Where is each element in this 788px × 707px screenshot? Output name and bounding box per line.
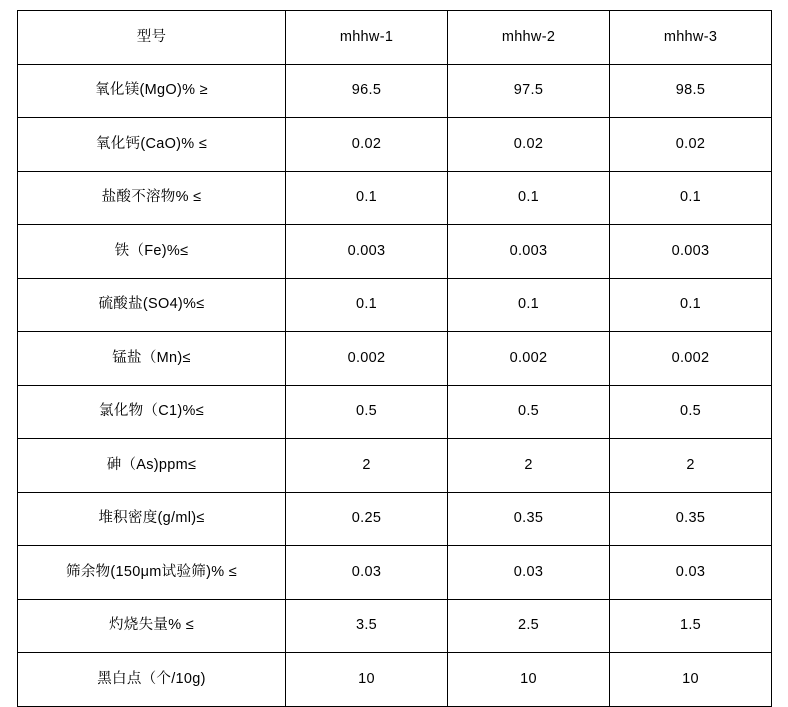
table-row [18,332,772,386]
value-cell: 0.5 [610,385,772,439]
value-cell: 10 [286,653,448,707]
value-cell: 97.5 [448,64,610,118]
value-cell: 0.02 [448,118,610,172]
parameter-cell: 盐酸不溶物% ≤ [18,171,286,225]
parameter-cell: 锰盐（Mn)≤ [18,332,286,386]
header-cell-parameter: 型号 [18,11,286,65]
parameter-cell: 砷（As)ppm≤ [18,439,286,493]
parameter-cell: 氧化钙(CaO)% ≤ [18,118,286,172]
table-row [18,599,772,653]
value-cell: 98.5 [610,64,772,118]
value-cell: 0.1 [448,171,610,225]
parameter-cell: 氯化物（C1)%≤ [18,385,286,439]
table-row [18,653,772,707]
parameter-cell: 硫酸盐(SO4)%≤ [18,278,286,332]
value-cell: 10 [448,653,610,707]
table-row [18,492,772,546]
table-header-row [18,11,772,65]
value-cell: 0.03 [610,546,772,600]
value-cell: 0.03 [448,546,610,600]
value-cell: 0.1 [610,278,772,332]
table-row [18,64,772,118]
table-row [18,439,772,493]
value-cell: 3.5 [286,599,448,653]
value-cell: 0.1 [448,278,610,332]
value-cell: 0.1 [286,171,448,225]
value-cell: 0.002 [610,332,772,386]
value-cell: 1.5 [610,599,772,653]
header-cell-model-1: mhhw-1 [286,11,448,65]
table-row [18,385,772,439]
value-cell: 0.002 [448,332,610,386]
parameter-cell: 灼烧失量% ≤ [18,599,286,653]
value-cell: 2 [286,439,448,493]
value-cell: 0.02 [610,118,772,172]
specification-table [17,10,772,707]
value-cell: 0.1 [610,171,772,225]
table-body [18,11,772,707]
parameter-cell: 铁（Fe)%≤ [18,225,286,279]
table-row [18,278,772,332]
value-cell: 2 [448,439,610,493]
header-cell-model-2: mhhw-2 [448,11,610,65]
value-cell: 0.25 [286,492,448,546]
value-cell: 2.5 [448,599,610,653]
table-row [18,171,772,225]
value-cell: 2 [610,439,772,493]
table-row [18,225,772,279]
parameter-cell: 筛余物(150μm试验筛)% ≤ [18,546,286,600]
parameter-cell: 氧化镁(MgO)% ≥ [18,64,286,118]
value-cell: 0.5 [448,385,610,439]
table-row [18,546,772,600]
value-cell: 0.02 [286,118,448,172]
value-cell: 0.003 [610,225,772,279]
value-cell: 0.003 [286,225,448,279]
value-cell: 0.35 [448,492,610,546]
parameter-cell: 堆积密度(g/ml)≤ [18,492,286,546]
value-cell: 0.1 [286,278,448,332]
parameter-cell: 黑白点（个/10g) [18,653,286,707]
value-cell: 0.002 [286,332,448,386]
value-cell: 0.003 [448,225,610,279]
value-cell: 0.5 [286,385,448,439]
table-row [18,118,772,172]
header-cell-model-3: mhhw-3 [610,11,772,65]
value-cell: 10 [610,653,772,707]
value-cell: 0.03 [286,546,448,600]
value-cell: 0.35 [610,492,772,546]
value-cell: 96.5 [286,64,448,118]
